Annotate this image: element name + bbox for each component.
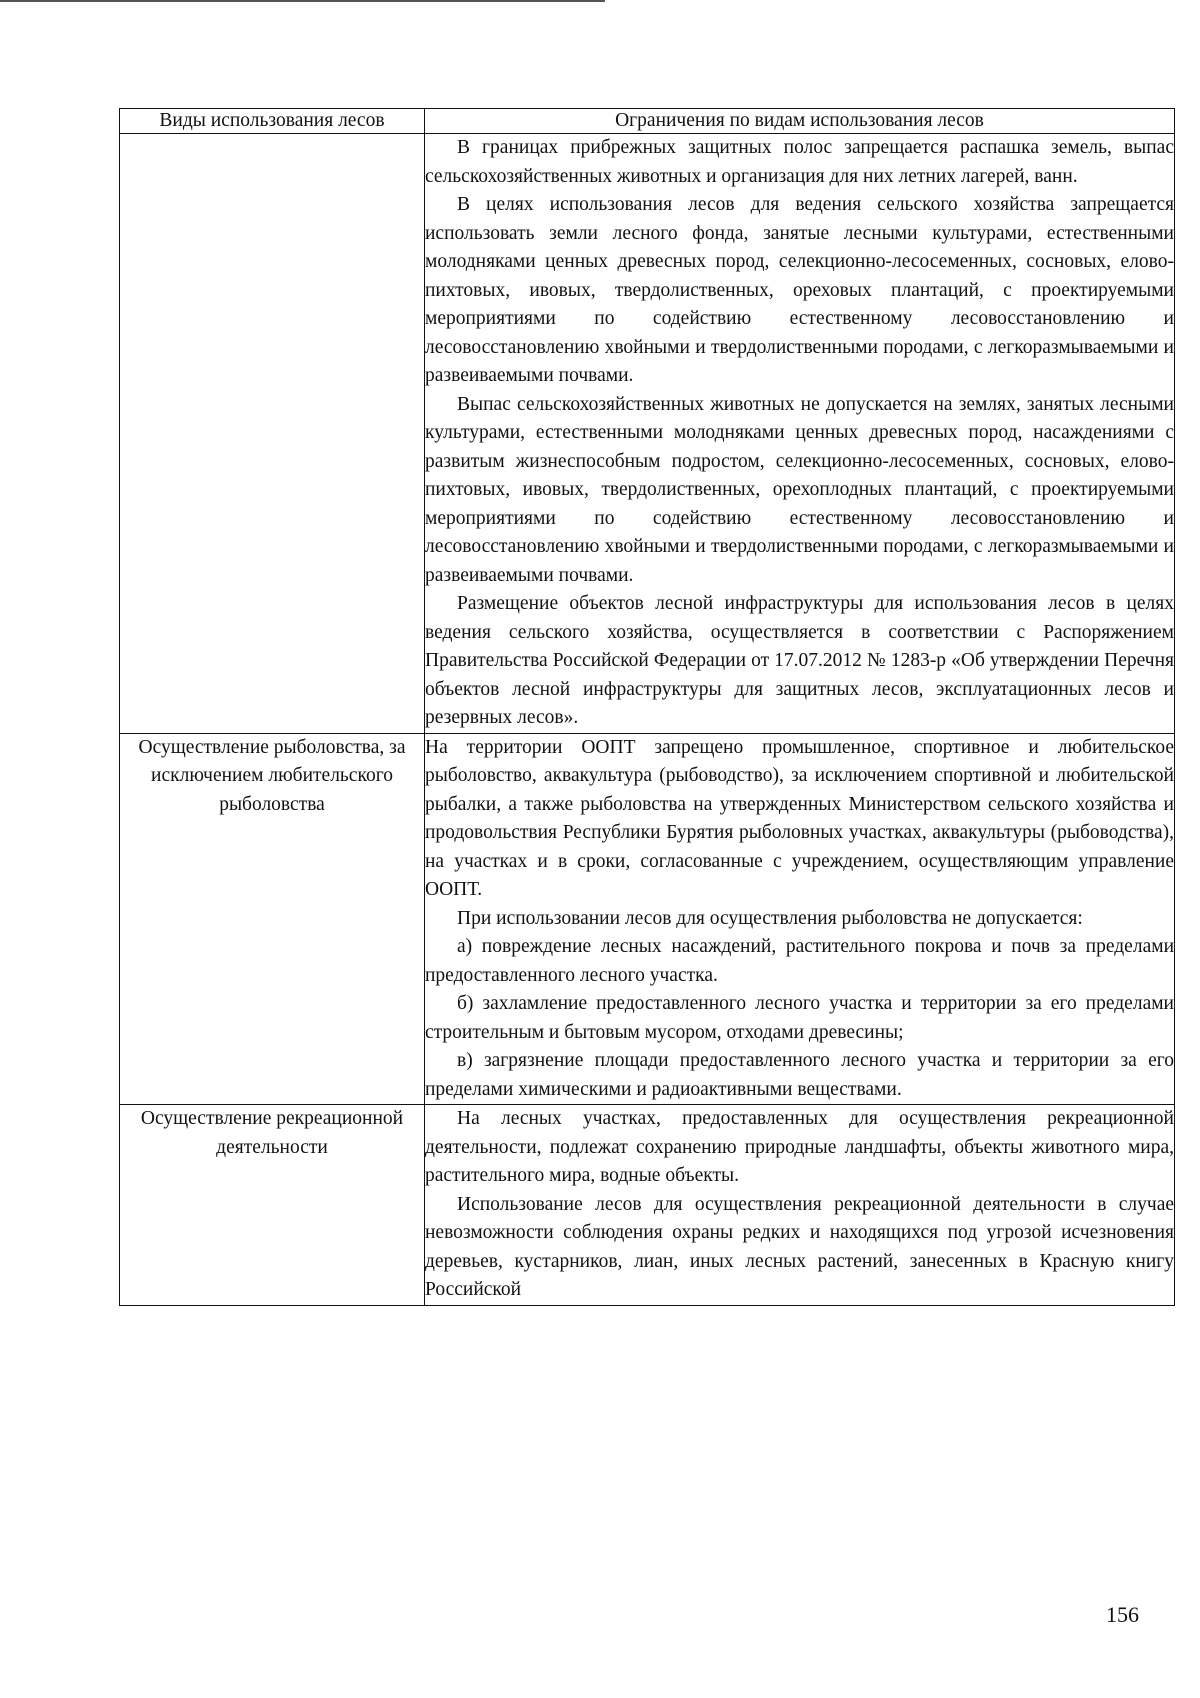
paragraph: В целях использования лесов для ведения сельского хозяйства запрещается использовать земли лесного фонда, занятые лесными культурами, естественными молодняками ценных древесных пород, селекционно-лесосеменных, сосновых, елово-пихтовых, ивовых, твердолиственных, ореховых плантаций, с проектируемыми мероприятиями по содействию естественному лесовосстановлению и лесовосстановлению хвойными и твердолиственными породами, с легкоразмываемыми и развеиваемыми почвами. (425, 194, 1174, 386)
row-restrictions (425, 134, 1175, 734)
row-forest-use-type: Осуществление рыболовства, за исключением любительского рыболовства (120, 733, 425, 1105)
paragraph: На лесных участках, предоставленных для осуществления рекреационной деятельности, подлежат сохранению природные ландшафты, объекты животного мира, растительного мира, водные объекты. (425, 1108, 1174, 1186)
paragraph: На территории ООПТ запрещено промышленное, спортивное и любительское рыболовство, аквакультура (рыбоводство), за исключением спортивной и любительской рыбалки, а также рыболовства на утвержденных Министерством сельского хозяйства и продовольствия Республики Бурятия рыболовных участках, аквакультуры (рыбоводства), на участках и в сроки, согласованные с учреждением, осуществляющим управление ООПТ. (425, 736, 1174, 900)
table-row (120, 733, 1175, 1105)
paragraph: Использование лесов для осуществления рекреационной деятельности в случае невозможности соблюдения охраны редких и находящихся под угрозой исчезновения деревьев, кустарников, лиан, иных лесных растений, занесенных в Красную книгу Российской (425, 1193, 1174, 1300)
page-number: 156 (1106, 1602, 1139, 1627)
paragraph: В границах прибрежных защитных полос запрещается распашка земель, выпас сельскохозяйственных животных и организация для них летних лагерей, ванн. (425, 137, 1174, 187)
table-row (120, 134, 1175, 734)
paragraph: Выпас сельскохозяйственных животных не допускается на землях, занятых лесными культурами, естественными молодняками ценных древесных пород, насаждениями с развитым жизнеспособным подростом, селекционно-лесосеменных, сосновых, елово-пихтовых, ивовых, твердолиственных, орехоплодных плантаций, с проектируемыми мероприятиями по содействию естественному лесовосстановлению и лесовосстановлению хвойными и твердолиственными породами, с легкоразмываемыми и развеиваемыми почвами. (425, 393, 1174, 586)
restrictions-table (119, 108, 1175, 1306)
table-header-row (120, 109, 1175, 134)
paragraph: При использовании лесов для осуществления рыболовства не допускается: (457, 907, 1083, 929)
paragraph: б) захламление предоставленного лесного участка и территории за его пределами строительным и бытовым мусором, отходами древесины; (425, 993, 1174, 1043)
header-restrictions: Ограничения по видам использования лесов (425, 109, 1175, 134)
header-forest-use-type: Виды использования лесов (120, 109, 425, 134)
top-rule (0, 0, 605, 2)
paragraph: в) загрязнение площади предоставленного лесного участка и территории за его пределами химическими и радиоактивными веществами. (425, 1050, 1174, 1100)
table-row (120, 1105, 1175, 1306)
paragraph: а) повреждение лесных насаждений, растительного покрова и почв за пределами предоставленного лесного участка. (425, 936, 1174, 986)
row-forest-use-type (120, 134, 425, 734)
row-restrictions (425, 1105, 1175, 1306)
row-restrictions (425, 733, 1175, 1105)
paragraph: Размещение объектов лесной инфраструктуры для использования лесов в целях ведения сельского хозяйства, осуществляется в соответствии с Распоряжением Правительства Российской Федерации от 17.07.2012 № 1283-р «Об утверждении Перечня объектов лесной инфраструктуры для защитных лесов, эксплуатационных лесов и резервных лесов». (425, 593, 1174, 728)
row-forest-use-type: Осуществление рекреационной деятельности (120, 1105, 425, 1306)
